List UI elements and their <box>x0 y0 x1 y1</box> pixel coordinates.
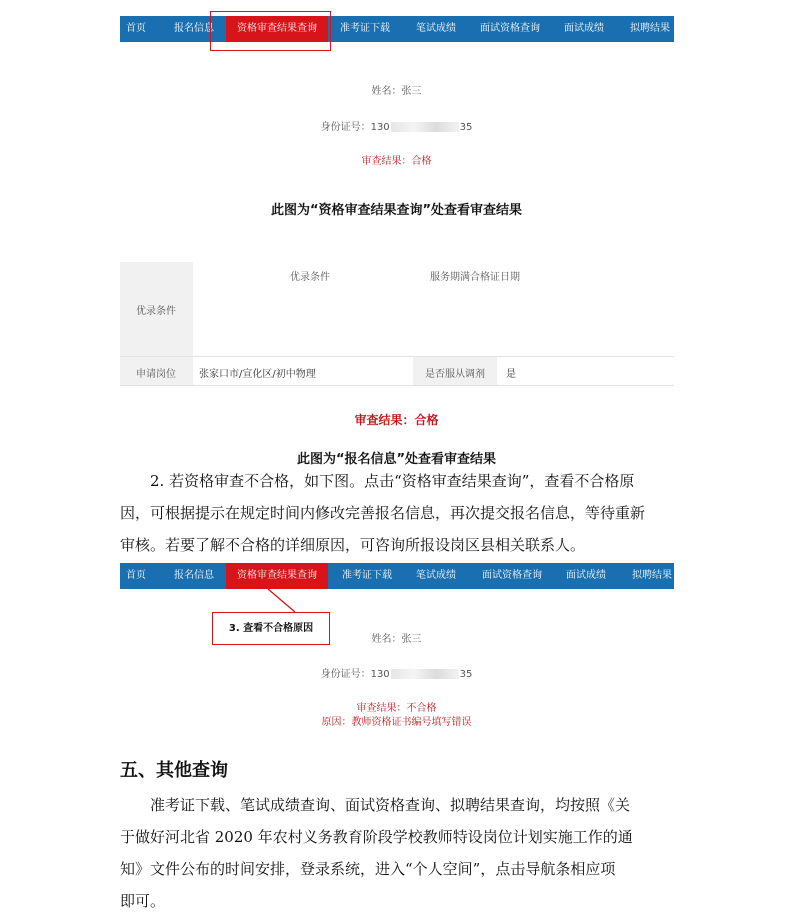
caption-1: 此图为“资格审查结果查询”处查看审查结果 <box>270 203 523 218</box>
paragraph-2-line-4: 即可。 <box>120 892 166 910</box>
nav-item-written-score-2[interactable]: 笔试成绩 <box>416 570 456 581</box>
nav-item-written-score[interactable]: 笔试成绩 <box>416 23 456 34</box>
nav-item-registration-2[interactable]: 报名信息 <box>174 570 214 581</box>
nav-item-home-2[interactable]: 首页 <box>126 570 146 581</box>
nav-item-hiring-result[interactable]: 拟聘结果 <box>630 23 670 34</box>
table-review-result: 审查结果：合格 <box>354 413 439 427</box>
table-row2-value2: 是 <box>506 369 516 380</box>
nav-item-admission-ticket[interactable]: 准考证下载 <box>340 23 390 34</box>
paragraph-2-line-1: 准考证下载、笔试成绩查询、面试资格查询、拟聘结果查询，均按照《关 <box>150 796 631 814</box>
paragraph-1-line-1: 2. 若资格审查不合格，如下图。点击“资格审查结果查询”，查看不合格原 <box>150 472 635 490</box>
id-suffix-2: 35 <box>459 669 473 680</box>
nav-item-hiring-result-2[interactable]: 拟聘结果 <box>632 570 672 581</box>
paragraph-2-line-2: 于做好河北省 2020 年农村义务教育阶段学校教师特设岗位计划实施工作的通 <box>120 828 633 846</box>
id-redaction-2 <box>391 669 459 679</box>
applicant-id-2 <box>0 665 793 680</box>
applicant-name-1: 姓名：张三 <box>371 86 422 97</box>
table-row1-label: 优录条件 <box>136 306 176 317</box>
table-row2-value: 张家口市/宣化区/初中物理 <box>199 369 316 380</box>
nav-item-interview-qualification-2[interactable]: 面试资格查询 <box>482 570 542 581</box>
id-prefix-2: 身份证号：130 <box>320 669 390 680</box>
nav-item-admission-ticket-2[interactable]: 准考证下载 <box>342 570 392 581</box>
failure-reason: 原因：教师资格证书编号填写错误 <box>321 717 472 728</box>
table-row2-label: 申请岗位 <box>136 369 176 380</box>
callout-text: 3. 查看不合格原因 <box>228 623 314 634</box>
table-row2-label2: 是否服从调剂 <box>425 369 485 380</box>
nav-item-qualification-result-2[interactable]: 资格审查结果查询 <box>226 563 328 589</box>
id-suffix-1: 35 <box>459 122 473 133</box>
nav-item-qualification-result[interactable]: 资格审查结果查询 <box>226 16 328 42</box>
applicant-name-2: 姓名：张三 <box>371 634 422 645</box>
id-prefix-1: 身份证号：130 <box>320 122 390 133</box>
section-heading: 五、其他查询 <box>120 760 228 781</box>
table-col-header-1: 优录条件 <box>290 272 330 283</box>
nav-item-home[interactable]: 首页 <box>126 23 146 34</box>
paragraph-1-line-2: 因，可根据提示在规定时间内修改完善报名信息，再次提交报名信息，等待重新 <box>120 504 646 522</box>
nav-item-registration[interactable]: 报名信息 <box>174 23 214 34</box>
paragraph-2 <box>120 789 674 917</box>
nav-item-interview-score-2[interactable]: 面试成绩 <box>566 570 606 581</box>
review-result-2: 审查结果：不合格 <box>356 703 437 714</box>
review-result-1: 审查结果：合格 <box>361 156 432 167</box>
caption-2: 此图为“报名信息”处查看审查结果 <box>296 452 497 467</box>
nav-item-interview-score[interactable]: 面试成绩 <box>564 23 604 34</box>
paragraph-2-line-3: 知》文件公布的时间安排，登录系统，进入“个人空间”，点击导航条相应项 <box>120 860 616 878</box>
paragraph-1-line-3: 审核。若要了解不合格的详细原因，可咨询所报设岗区县相关联系人。 <box>120 536 586 554</box>
nav-item-interview-qualification[interactable]: 面试资格查询 <box>480 23 540 34</box>
table-col-header-2: 服务期满合格证日期 <box>430 272 520 283</box>
